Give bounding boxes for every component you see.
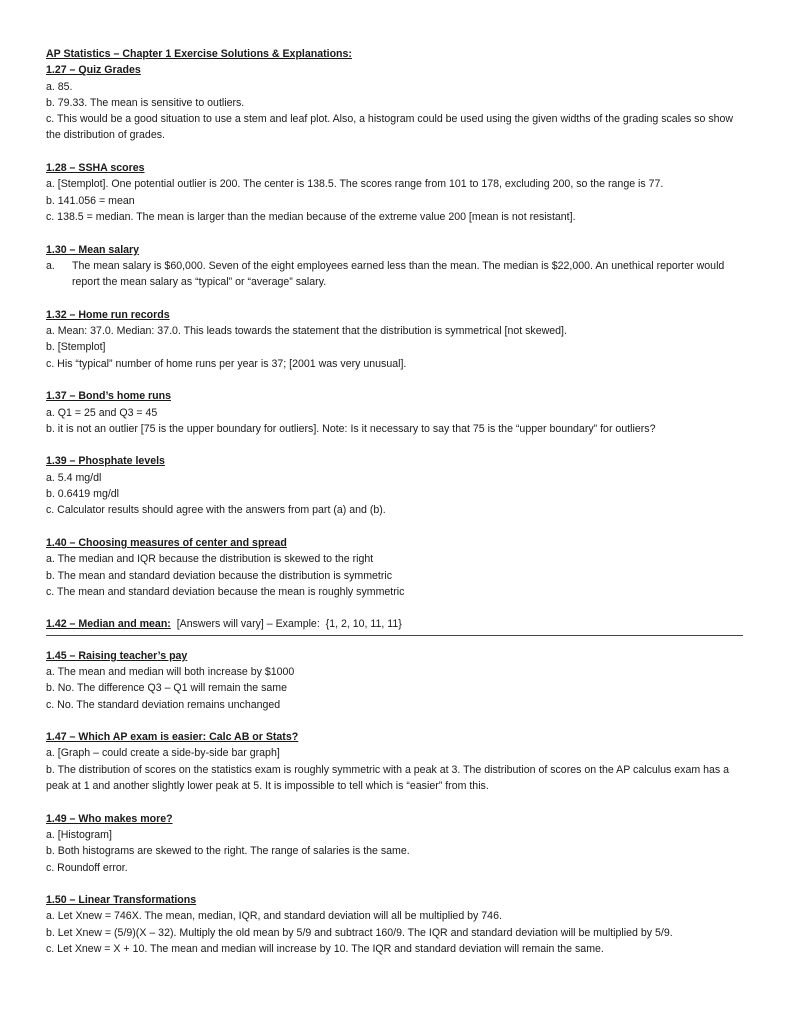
answer-line: c. Roundoff error. — [46, 861, 128, 874]
document-title: AP Statistics – Chapter 1 Exercise Solutions & Explanations: — [46, 48, 352, 60]
section-1-49 — [46, 811, 743, 876]
section-1-32 — [46, 307, 743, 372]
answer-line: a. Q1 = 25 and Q3 = 45 — [46, 406, 158, 419]
section-heading: 1.42 – Median and mean: — [46, 618, 171, 631]
section-heading: 1.49 – Who makes more? — [46, 812, 173, 825]
section-heading: 1.50 – Linear Transformations — [46, 894, 197, 907]
section-heading: 1.32 – Home run records — [46, 308, 170, 321]
section-1-37 — [46, 388, 743, 437]
answer-line: b. it is not an outlier [75 is the upper boundary for outliers]. Note: Is it necessary to say that 75 is the “upper boundary” for outliers? — [46, 422, 656, 435]
answer-line: a. Mean: 37.0. Median: 37.0. This leads towards the statement that the distribution is symmetrical [not skewed]. — [46, 325, 567, 338]
answer-line: c. Let Xnew = X + 10. The mean and median will increase by 10. The IQR and standard deviation will remain the same. — [46, 943, 604, 956]
section-heading: 1.40 – Choosing measures of center and spread — [46, 536, 287, 549]
answer-text: [Answers will vary] – Example: {1, 2, 10, 11, 11} — [170, 618, 402, 631]
answer-line: a. The mean and median will both increase by $1000 — [46, 665, 295, 678]
answer-line: b. Let Xnew = (5/9)(X – 32). Multiply the old mean by 5/9 and subtract 160/9. The IQR and standard deviation will be multiplied by 5/9. — [46, 926, 673, 939]
answer-label: a. — [46, 259, 55, 272]
answer-line: a. [Histogram] — [46, 828, 112, 841]
section-1-28 — [46, 160, 743, 225]
answer-line — [46, 616, 743, 632]
answer-text: The mean salary is $60,000. Seven of the eight employees earned less than the mean. The median is $22,000. An unethical reporter would report the mean salary as “typical” or “average” salary. — [72, 259, 725, 289]
answer-line: a. The median and IQR because the distribution is skewed to the right — [46, 553, 374, 566]
answer-line: a. Let Xnew = 746X. The mean, median, IQR, and standard deviation will all be multiplied by 746. — [46, 910, 502, 923]
answer-line: a. 5.4 mg/dl — [46, 471, 102, 484]
answer-line: b. The distribution of scores on the statistics exam is roughly symmetric with a peak at 3. The distribution of scores on the AP calculus exam has a peak at 1 and another slightly lower peak at 5. It is impossible to tell which is “easier” from this. — [46, 763, 730, 793]
section-heading: 1.39 – Phosphate levels — [46, 455, 165, 468]
section-heading: 1.47 – Which AP exam is easier: Calc AB or Stats? — [46, 731, 299, 744]
section-1-27 — [46, 62, 743, 143]
answer-line: b. 141.056 = mean — [46, 194, 135, 207]
answer-line: b. Both histograms are skewed to the right. The range of salaries is the same. — [46, 845, 410, 858]
section-1-45 — [46, 648, 743, 713]
section-heading: 1.30 – Mean salary — [46, 243, 140, 256]
answer-line — [46, 258, 743, 291]
section-1-40 — [46, 535, 743, 600]
section-heading: 1.28 – SSHA scores — [46, 162, 145, 175]
answer-line: a. [Stemplot]. One potential outlier is 200. The center is 138.5. The scores range from 101 to 178, excluding 200, so the range is 77. — [46, 178, 664, 191]
horizontal-divider — [46, 635, 743, 636]
answer-line: c. 138.5 = median. The mean is larger than the median because of the extreme value 200 [mean is not resistant]. — [46, 210, 576, 223]
answer-line: a. [Graph – could create a side-by-side bar graph] — [46, 747, 280, 760]
answer-line: b. The mean and standard deviation because the distribution is symmetric — [46, 569, 393, 582]
answer-line: c. The mean and standard deviation because the mean is roughly symmetric — [46, 585, 405, 598]
answer-line: c. This would be a good situation to use a stem and leaf plot. Also, a histogram could be used using the given widths of the grading scales so show the distribution of grades. — [46, 113, 734, 142]
answer-line: b. 0.6419 mg/dl — [46, 488, 120, 501]
section-1-42 — [46, 616, 743, 632]
section-heading: 1.45 – Raising teacher’s pay — [46, 649, 188, 662]
answer-line: c. His “typical” number of home runs per year is 37; [2001 was very unusual]. — [46, 357, 407, 370]
answer-line: a. 85. — [46, 80, 73, 93]
section-1-50 — [46, 892, 743, 957]
section-1-47 — [46, 729, 743, 794]
answer-line: b. 79.33. The mean is sensitive to outliers. — [46, 96, 245, 109]
section-1-39 — [46, 453, 743, 518]
answer-line: b. [Stemplot] — [46, 341, 106, 354]
answer-line: c. No. The standard deviation remains unchanged — [46, 698, 281, 711]
section-heading: 1.37 – Bond’s home runs — [46, 390, 171, 403]
answer-line: c. Calculator results should agree with the answers from part (a) and (b). — [46, 504, 386, 517]
section-heading: 1.27 – Quiz Grades — [46, 64, 141, 77]
answer-line: b. No. The difference Q3 – Q1 will remain the same — [46, 682, 288, 695]
section-1-30 — [46, 242, 743, 291]
